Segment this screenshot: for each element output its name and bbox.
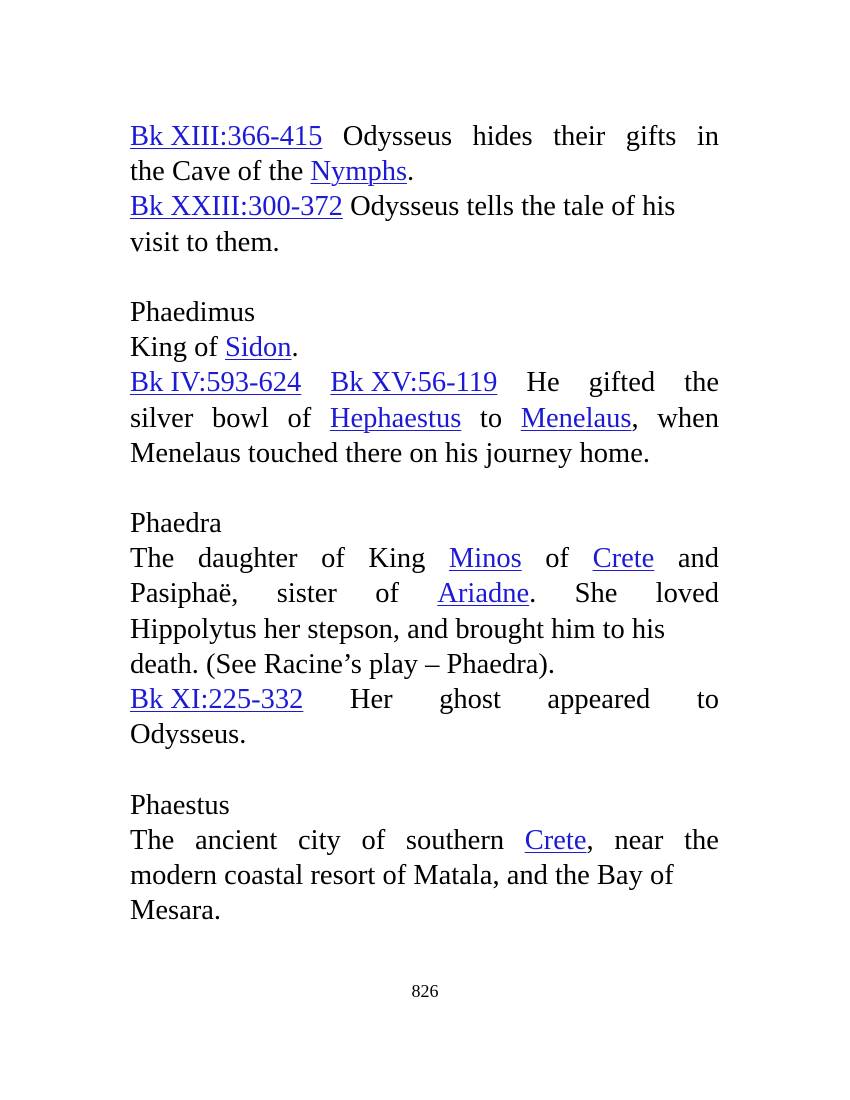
- word: the: [684, 824, 719, 856]
- text-line: [130, 647, 719, 682]
- book-reference-link[interactable]: Bk XV:56-119: [330, 367, 498, 399]
- text-line: [130, 401, 719, 436]
- text-span: King of: [130, 332, 225, 364]
- crete-link[interactable]: Crete: [524, 824, 587, 856]
- text-line: [130, 682, 719, 717]
- word: daughter: [197, 543, 298, 575]
- word: their: [553, 121, 606, 152]
- text-span: .: [291, 332, 299, 364]
- text-line: [130, 823, 719, 858]
- word: gifted: [588, 367, 656, 399]
- heading-text: Phaedra: [130, 508, 222, 540]
- entry-heading-phaestus: [130, 788, 719, 823]
- hephaestus-link[interactable]: Hephaestus: [329, 402, 462, 434]
- word: when: [657, 402, 719, 434]
- word: of: [545, 543, 570, 575]
- word: southern: [405, 824, 505, 856]
- word: to: [696, 684, 719, 715]
- word: hides: [472, 121, 533, 152]
- word-group: [525, 823, 594, 858]
- text-line: [130, 717, 719, 752]
- word: sister: [276, 578, 337, 610]
- word: He: [526, 367, 560, 399]
- word: of: [287, 402, 312, 434]
- book-reference-link[interactable]: Bk XI:225-332: [130, 684, 304, 715]
- word: Odysseus: [342, 121, 453, 152]
- word: in: [696, 121, 719, 152]
- text-line: [130, 893, 719, 928]
- word: The: [130, 824, 175, 856]
- word: the: [684, 367, 719, 399]
- minos-link[interactable]: Minos: [448, 543, 522, 575]
- word: city: [298, 824, 341, 856]
- word: of: [361, 824, 386, 856]
- text-span: Odysseus.: [130, 719, 247, 751]
- text-span: .: [407, 156, 415, 188]
- word: bowl: [211, 402, 269, 434]
- text-line: [130, 365, 719, 400]
- word: Her: [349, 684, 393, 715]
- text-span: the Cave of the: [130, 156, 311, 188]
- text-line: [130, 436, 719, 471]
- text-span: Hippolytus her stepson, and brought him to his: [130, 613, 666, 645]
- text-line: [130, 225, 719, 260]
- text-span: Menelaus touched there on his journey home.: [130, 437, 650, 469]
- text-line: [130, 330, 719, 365]
- book-reference-link[interactable]: Bk XXIII:300-372: [130, 191, 343, 223]
- entry-heading-phaedra: [130, 506, 719, 541]
- word: King: [368, 543, 426, 575]
- sidon-link[interactable]: Sidon: [225, 332, 292, 364]
- page-number: 826: [411, 981, 439, 1001]
- word-group: Menelaus,: [520, 402, 639, 434]
- text-line: [130, 541, 719, 576]
- text-span: modern coastal resort of Matala, and the Bay of: [130, 859, 674, 891]
- menelaus-link[interactable]: Menelaus: [520, 402, 632, 434]
- word: ghost: [439, 684, 501, 715]
- text-span: .: [529, 578, 537, 610]
- word-group: [437, 576, 536, 611]
- word: The: [130, 543, 175, 575]
- word: near: [614, 824, 664, 856]
- text-line: [130, 154, 719, 189]
- text-span: ,: [586, 824, 594, 856]
- text-line: [130, 612, 719, 647]
- crete-link[interactable]: Crete: [592, 543, 655, 575]
- word: appeared: [547, 684, 651, 715]
- entry-heading-phaedimus: [130, 295, 719, 330]
- word: silver: [130, 402, 194, 434]
- word: and: [677, 543, 719, 575]
- word: of: [375, 578, 400, 610]
- text-span: Mesara.: [130, 895, 221, 927]
- word: loved: [655, 578, 719, 610]
- heading-text: Phaestus: [130, 789, 230, 821]
- text-line: [130, 858, 719, 893]
- text-span: visit to them.: [130, 226, 280, 258]
- text-line: [130, 119, 719, 154]
- text-span: death. (See Racine’s play – Phaedra).: [130, 648, 555, 680]
- word: Pasiphaë,: [130, 578, 239, 610]
- word: She: [574, 578, 618, 610]
- text-span: Odysseus tells the tale of his: [342, 191, 676, 223]
- word: gifts: [625, 121, 677, 152]
- word: ancient: [195, 824, 278, 856]
- book-reference-link[interactable]: Bk IV:593-624: [130, 367, 302, 399]
- book-reference-link[interactable]: Bk XIII:366-415: [130, 121, 323, 152]
- word: to: [479, 402, 503, 434]
- text-line: [130, 189, 719, 224]
- document-body: [130, 119, 719, 928]
- heading-text: Phaedimus: [130, 296, 256, 328]
- nymphs-link[interactable]: Nymphs: [310, 156, 408, 188]
- text-line: [130, 576, 719, 611]
- ariadne-link[interactable]: Ariadne: [437, 578, 530, 610]
- word: of: [321, 543, 345, 575]
